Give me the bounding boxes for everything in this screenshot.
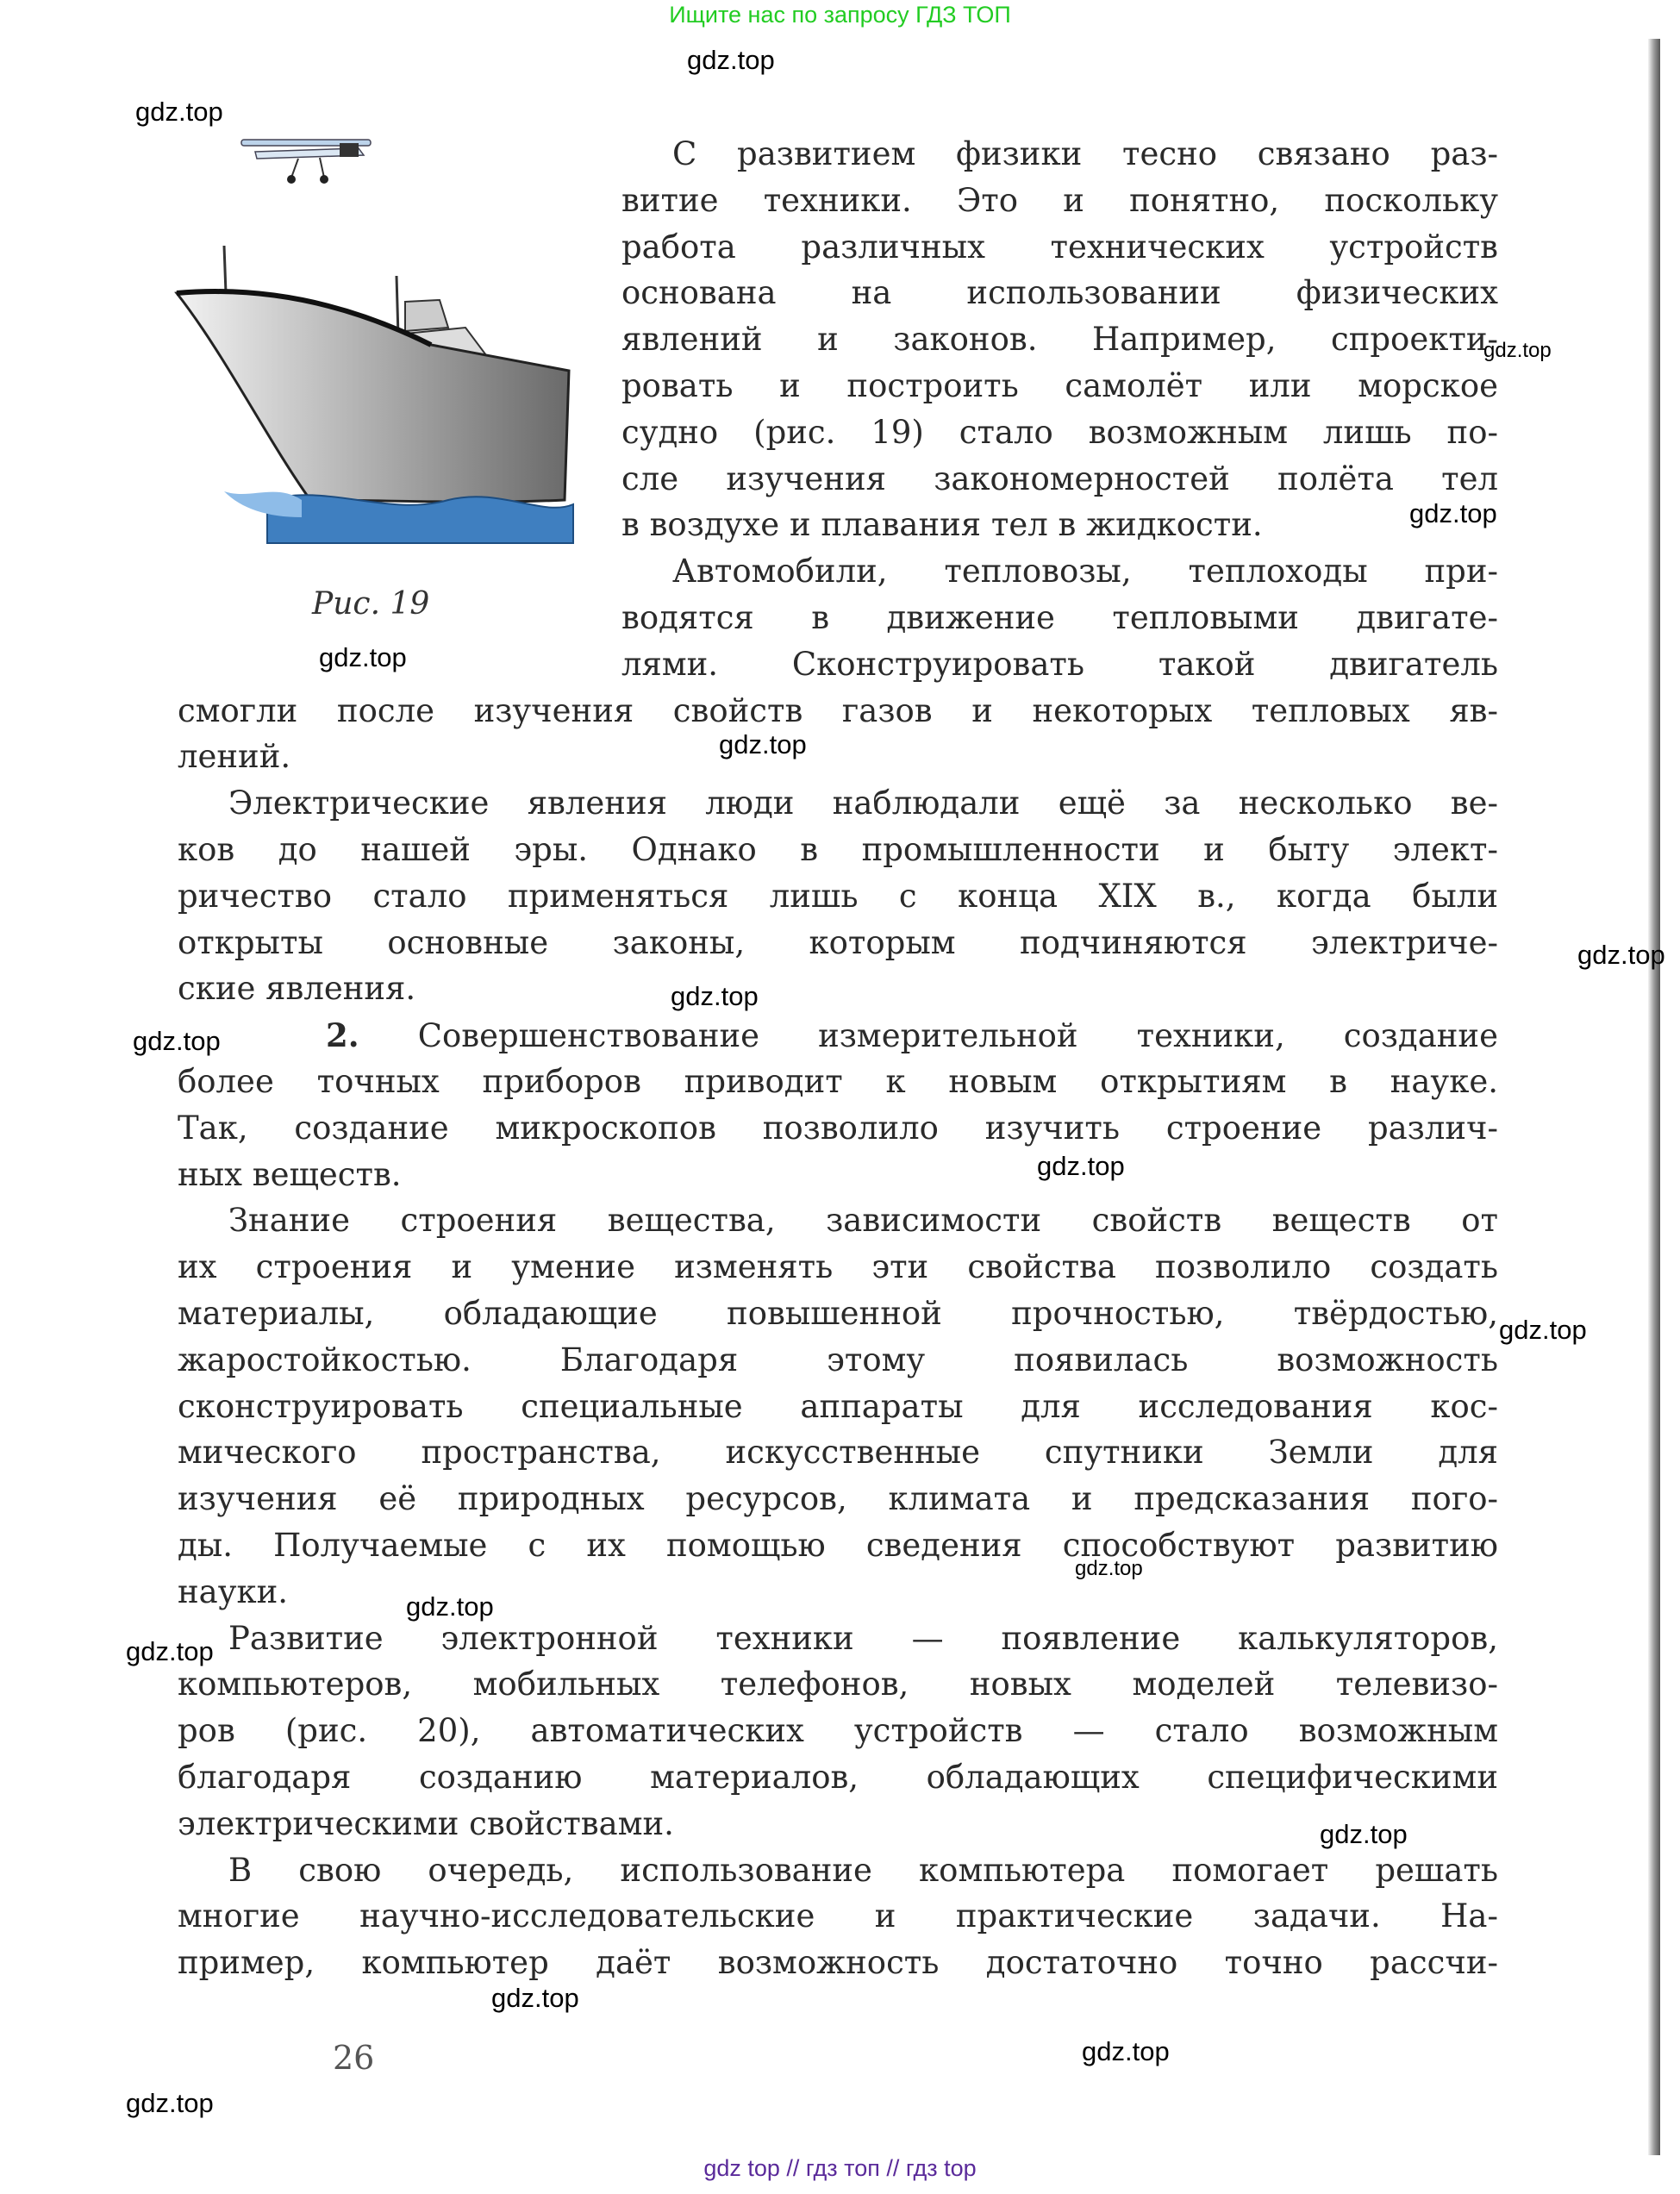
text-line: ричество стало применяться лишь с конца XIX в., когда были <box>178 877 1498 915</box>
watermark-text: gdz.top <box>1409 498 1497 528</box>
watermark-text: gdz.top <box>1075 1557 1143 1580</box>
text-line: ных веществ. <box>178 1155 402 1193</box>
page-number: 26 <box>333 2039 375 2077</box>
text-line: жаростойкостью. Благодаря этому появилась возможность <box>178 1341 1498 1378</box>
text-line: явлений и законов. Например, спроекти- <box>621 321 1498 359</box>
text-line: лями. Сконструировать такой двигатель <box>621 645 1498 683</box>
text-line: открыты основные законы, которым подчиняются электриче- <box>178 923 1498 961</box>
search-hint-banner[interactable]: Ищите нас по запросу ГДЗ ТОП <box>669 2 1011 28</box>
watermark-text: gdz.top <box>1499 1315 1587 1345</box>
text-line: сле изучения закономерностей полёта тел <box>621 459 1498 497</box>
text-line: электрическими свойствами. <box>178 1804 674 1842</box>
text-line: материалы, обладающие повышенной прочностью, твёрдостью, <box>178 1295 1498 1332</box>
text-line: в воздухе и плавания тел в жидкости. <box>621 506 1263 544</box>
text-line: смогли после изучения свойств газов и некоторых тепловых яв- <box>178 691 1498 729</box>
text-line: науки. <box>178 1572 289 1610</box>
text-line: Развитие электронной техники — появление калькуляторов, <box>228 1619 1498 1657</box>
ship-illustration <box>172 241 578 552</box>
text-line: ков до нашей эры. Однако в промышленности и быту элект- <box>178 831 1498 868</box>
text-line: водятся в движение тепловыми двигате- <box>621 599 1498 636</box>
text-line: основана на использовании физических <box>621 274 1498 312</box>
text-line: изучения её природных ресурсов, климата и предсказания пого- <box>178 1480 1498 1518</box>
page-edge-shadow <box>1648 39 1660 2155</box>
watermark-text: gdz.top <box>719 729 807 759</box>
text-line: более точных приборов приводит к новым открытиям в науке. <box>178 1063 1498 1100</box>
watermark-text: gdz.top <box>1483 339 1552 362</box>
text-line: С развитием физики тесно связано раз- <box>672 135 1498 172</box>
text-line: витие техники. Это и понятно, поскольку <box>621 181 1498 219</box>
watermark-text: gdz.top <box>1577 940 1665 970</box>
text-line: их строения и умение изменять эти свойства позволило создать <box>178 1248 1498 1286</box>
footer-links[interactable]: gdz top // гдз топ // гдз top <box>703 2155 977 2181</box>
watermark-text: gdz.top <box>135 97 223 127</box>
text-line: Знание строения вещества, зависимости свойств веществ от <box>228 1202 1498 1240</box>
text-line: ровать и построить самолёт или морское <box>621 367 1498 404</box>
text-line: Автомобили, тепловозы, теплоходы при- <box>672 553 1498 591</box>
text-line: судно (рис. 19) стало возможным лишь по- <box>621 413 1498 451</box>
text-line: пример, компьютер даёт возможность достаточно точно рассчи- <box>178 1944 1498 1982</box>
section-number: 2. <box>326 1016 359 1055</box>
watermark-text: gdz.top <box>133 1026 221 1056</box>
text-line: Электрические явления люди наблюдали ещё за несколько ве- <box>228 784 1498 822</box>
watermark-text: gdz.top <box>126 1636 214 1666</box>
watermark-text: gdz.top <box>1082 2036 1170 2066</box>
text-line-content: Совершенствование измерительной техники, создание <box>417 1017 1498 1055</box>
text-line: мического пространства, искусственные спутники Земли для <box>178 1434 1498 1472</box>
watermark-text: gdz.top <box>319 642 407 672</box>
figure-caption: Рис. 19 <box>312 586 430 622</box>
watermark-text: gdz.top <box>126 2088 214 2118</box>
text-line: благодаря созданию материалов, обладающих специфическими <box>178 1759 1498 1796</box>
text-line: ские явления. <box>178 970 416 1008</box>
text-line: ров (рис. 20), автоматических устройств — стало возможным <box>178 1712 1498 1750</box>
text-line: компьютеров, мобильных телефонов, новых моделей телевизо- <box>178 1666 1498 1703</box>
text-line: В свою очередь, использование компьютера помогает решать <box>228 1851 1498 1889</box>
text-line: лений. <box>178 738 291 776</box>
text-line: сконструировать специальные аппараты для исследования кос- <box>178 1387 1498 1425</box>
watermark-text: gdz.top <box>491 1983 579 2013</box>
text-line <box>326 1012 1498 1059</box>
airplane-illustration <box>238 129 376 186</box>
watermark-text: gdz.top <box>1320 1819 1408 1849</box>
text-line: работа различных технических устройств <box>621 228 1498 266</box>
watermark-text: gdz.top <box>671 981 759 1011</box>
watermark-text: gdz.top <box>406 1591 494 1622</box>
text-line: Так, создание микроскопов позволило изучить строение различ- <box>178 1109 1498 1147</box>
text-line: многие научно-исследовательские и практические задачи. На- <box>178 1897 1498 1935</box>
watermark-text: gdz.top <box>1037 1151 1125 1181</box>
text-line: ды. Получаемые с их помощью сведения способствуют развитию <box>178 1527 1498 1564</box>
watermark-text: gdz.top <box>687 45 775 75</box>
